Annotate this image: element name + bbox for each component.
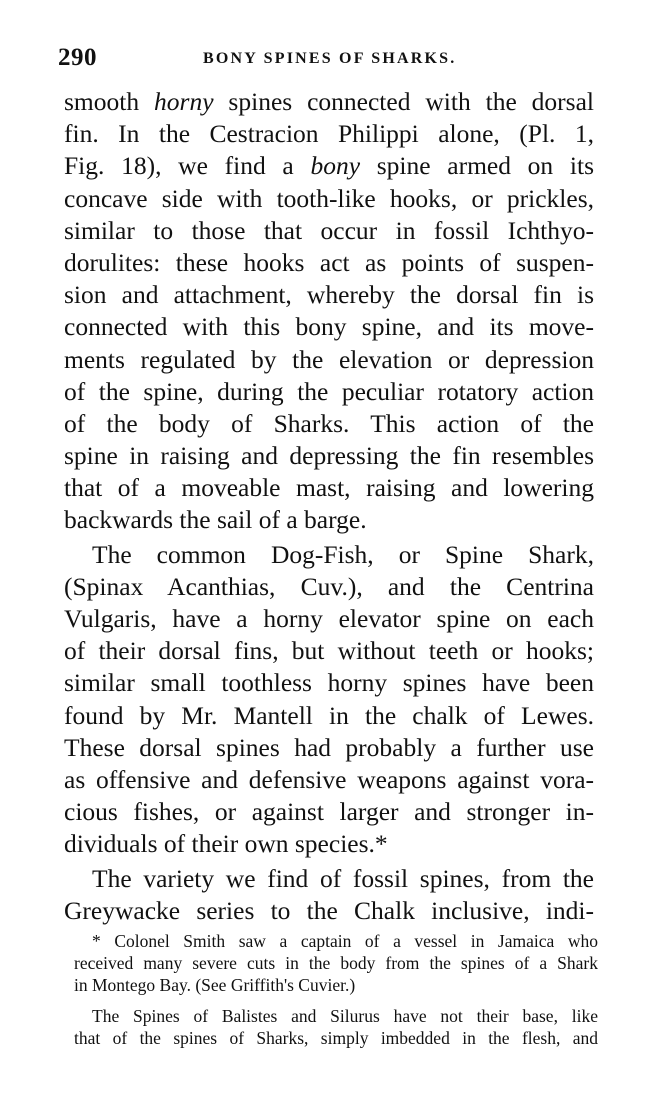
footnote-line: The Spines of Balistes and Silurus have not their base, like xyxy=(92,1006,598,1026)
body-text xyxy=(64,86,594,927)
paragraph-end-line: backwards the sail of a barge. xyxy=(64,505,367,535)
text-line: fin. In the Cestracion Philippi alone, (Pl. 1, xyxy=(64,119,594,149)
text-line: spine in raising and depressing the fin resembles xyxy=(64,441,594,471)
text-line: sion and attachment, whereby the dorsal fin is xyxy=(64,280,594,310)
text-line: of the body of Sharks. This action of the xyxy=(64,408,594,438)
footnote-line: in Montego Bay. (See Griffith's Cuvier.) xyxy=(74,975,356,995)
text-line: These dorsal spines had probably a further use xyxy=(64,732,594,762)
page-number: 290 xyxy=(58,44,97,71)
text-line: ments regulated by the elevation or depression xyxy=(64,344,594,374)
text-line: Vulgaris, have a horny elevator spine on each xyxy=(64,604,594,633)
text-line: of their dorsal fins, but without teeth or hooks; xyxy=(64,636,594,666)
text-line: Fig. 18), we find a bony spine armed on its xyxy=(64,151,594,181)
text-line: smooth horny spines connected with the dorsal xyxy=(64,87,594,116)
text-line: that of a moveable mast, raising and lowering xyxy=(64,473,594,503)
text-line: similar to those that occur in fossil Ichthyo- xyxy=(64,215,594,245)
footnote-line: * Colonel Smith saw a captain of a vessel in Jamaica who xyxy=(92,931,598,951)
page-header xyxy=(58,44,598,74)
text-line: concave side with tooth-like hooks, or prickles, xyxy=(64,183,594,213)
text-line: similar small toothless horny spines have been xyxy=(64,668,594,698)
text-line: dorulites: these hooks act as points of suspen- xyxy=(64,247,594,277)
text-line: as offensive and defensive weapons against vora- xyxy=(64,764,594,794)
footnote-line: received many severe cuts in the body from the spines of a Shark xyxy=(74,953,598,973)
text-line: found by Mr. Mantell in the chalk of Lewes. xyxy=(64,700,594,730)
text-line: (Spinax Acanthias, Cuv.), and the Centrina xyxy=(64,571,594,601)
text-line: cious fishes, or against larger and stronger in- xyxy=(64,797,594,827)
text-line: Greywacke series to the Chalk inclusive, indi- xyxy=(64,895,594,925)
footnote-line: that of the spines of Sharks, simply imbedded in the flesh, and xyxy=(74,1028,598,1048)
paragraph-start-line: The common Dog-Fish, or Spine Shark, xyxy=(92,539,594,569)
text-line: connected with this bony spine, and its move- xyxy=(64,312,594,342)
footnotes xyxy=(74,930,598,1049)
running-head: BONY SPINES OF SHARKS. xyxy=(203,50,457,67)
text-line: of the spine, during the peculiar rotatory action xyxy=(64,376,594,406)
paragraph-start-line: The variety we find of fossil spines, from the xyxy=(92,863,594,893)
paragraph-end-line: dividuals of their own species.* xyxy=(64,829,388,859)
